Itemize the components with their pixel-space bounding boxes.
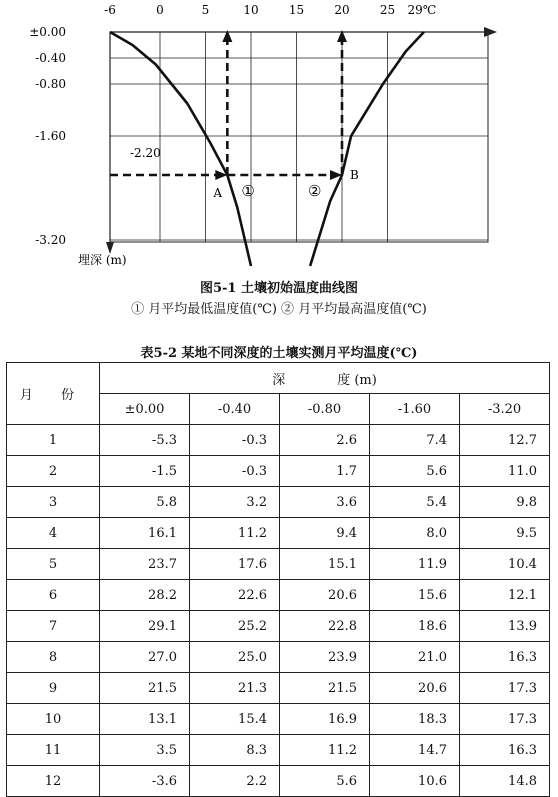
temperature-cell: 25.2 <box>190 611 280 642</box>
temperature-cell: 21.5 <box>100 673 190 704</box>
month-cell: 5 <box>7 549 100 580</box>
temperature-cell: 5.6 <box>280 766 370 797</box>
temperature-cell: 11.2 <box>280 735 370 766</box>
month-cell: 8 <box>7 642 100 673</box>
table-row <box>7 580 550 611</box>
temperature-cell: -0.3 <box>190 425 280 456</box>
temperature-cell: 21.0 <box>370 642 460 673</box>
temperature-cell: 5.6 <box>370 456 460 487</box>
table-title: 表5-2 某地不同深度的土壤实测月平均温度(℃) <box>140 346 418 361</box>
chart-tick-labels <box>29 3 436 247</box>
temperature-cell: 20.6 <box>280 580 370 611</box>
temperature-cell: -3.6 <box>100 766 190 797</box>
temperature-cell: 23.7 <box>100 549 190 580</box>
figure-legend: ① 月平均最低温度值(℃) ② 月平均最高温度值(℃) <box>131 302 427 317</box>
month-cell: 12 <box>7 766 100 797</box>
temperature-cell: 16.9 <box>280 704 370 735</box>
depth-col-header: ±0.00 <box>100 394 190 425</box>
month-cell: 1 <box>7 425 100 456</box>
temperature-cell: 13.1 <box>100 704 190 735</box>
soil-temperature-chart <box>0 0 558 280</box>
temperature-cell: 2.6 <box>280 425 370 456</box>
chart-grid <box>106 27 497 254</box>
depth-col-header: -0.80 <box>280 394 370 425</box>
chart-guide-lines <box>110 30 359 200</box>
temperature-cell: 11.2 <box>190 518 280 549</box>
temperature-tick-label: 5 <box>201 3 210 17</box>
temperature-cell: 21.5 <box>280 673 370 704</box>
temperature-tick-label: 0 <box>156 3 164 17</box>
depth-tick-label: -0.40 <box>35 51 66 65</box>
depth-col-header: -3.20 <box>460 394 550 425</box>
temperature-cell: 18.6 <box>370 611 460 642</box>
temperature-axis-arrowhead <box>484 27 497 37</box>
temperature-cell: -5.3 <box>100 425 190 456</box>
depth-col-header: -0.40 <box>190 394 280 425</box>
temperature-tick-label: 25 <box>379 3 396 17</box>
temperature-cell: 22.6 <box>190 580 280 611</box>
table-row <box>7 704 550 735</box>
month-cell: 9 <box>7 673 100 704</box>
temperature-cell: 28.2 <box>100 580 190 611</box>
temperature-cell: 25.0 <box>190 642 280 673</box>
temperature-cell: 3.5 <box>100 735 190 766</box>
table-row <box>7 487 550 518</box>
temperature-cell: 5.8 <box>100 487 190 518</box>
temperature-cell: 3.6 <box>280 487 370 518</box>
curve-1-marker: ① <box>241 182 255 200</box>
month-cell: 3 <box>7 487 100 518</box>
temperature-cell: 14.7 <box>370 735 460 766</box>
temperature-cell: 8.3 <box>190 735 280 766</box>
temperature-cell: 11.9 <box>370 549 460 580</box>
month-header: 月 份 <box>7 363 100 425</box>
temperature-tick-label: 15 <box>288 3 305 17</box>
depth-tick-label: ±0.00 <box>29 25 66 39</box>
temperature-cell: 5.4 <box>370 487 460 518</box>
month-cell: 10 <box>7 704 100 735</box>
y-axis-label: 埋深 (m) <box>78 253 127 267</box>
point-b-label: B <box>350 168 359 182</box>
figure-title: 图5-1 土壤初始温度曲线图 <box>199 281 358 296</box>
temperature-cell: 23.9 <box>280 642 370 673</box>
temperature-cell: 12.1 <box>460 580 550 611</box>
soil-temperature-table <box>6 362 550 797</box>
depth-tick-label: -0.80 <box>35 77 66 91</box>
table-row <box>7 766 550 797</box>
temperature-cell: 12.7 <box>460 425 550 456</box>
depth-tick-label: -2.20 <box>130 146 161 160</box>
depth-tick-label: -3.20 <box>35 233 66 247</box>
point-a-label: A <box>213 186 223 200</box>
temperature-cell: -1.5 <box>100 456 190 487</box>
temperature-cell: 10.6 <box>370 766 460 797</box>
month-cell: 7 <box>7 611 100 642</box>
temperature-cell: 3.2 <box>190 487 280 518</box>
temperature-cell: 14.8 <box>460 766 550 797</box>
temperature-cell: 16.3 <box>460 735 550 766</box>
temperature-cell: 17.3 <box>460 673 550 704</box>
temperature-cell: 21.3 <box>190 673 280 704</box>
temperature-cell: 15.6 <box>370 580 460 611</box>
table-body <box>7 425 550 797</box>
table-row <box>7 611 550 642</box>
temperature-cell: 2.2 <box>190 766 280 797</box>
temperature-cell: 18.3 <box>370 704 460 735</box>
table-row <box>7 518 550 549</box>
depth-tick-label: -1.60 <box>35 129 66 143</box>
month-cell: 2 <box>7 456 100 487</box>
temperature-cell: 17.6 <box>190 549 280 580</box>
temperature-tick-label: -6 <box>104 3 116 17</box>
temperature-tick-label: 10 <box>243 3 259 17</box>
depth-header: 深 度 (m) <box>100 363 550 394</box>
temperature-cell: 13.9 <box>460 611 550 642</box>
temperature-cell: 9.5 <box>460 518 550 549</box>
temperature-tick-label: 20 <box>334 3 350 17</box>
temperature-cell: 8.0 <box>370 518 460 549</box>
temperature-cell: 10.4 <box>460 549 550 580</box>
temperature-cell: 9.4 <box>280 518 370 549</box>
temperature-tick-label: 29℃ <box>407 3 437 17</box>
temperature-cell: 17.3 <box>460 704 550 735</box>
temperature-cell: 27.0 <box>100 642 190 673</box>
temperature-cell: 1.7 <box>280 456 370 487</box>
temperature-cell: 29.1 <box>100 611 190 642</box>
month-cell: 4 <box>7 518 100 549</box>
month-cell: 11 <box>7 735 100 766</box>
curve-2-marker: ② <box>308 182 322 200</box>
table-row <box>7 642 550 673</box>
temperature-cell: 11.0 <box>460 456 550 487</box>
temperature-cell: 7.4 <box>370 425 460 456</box>
temperature-cell: 16.1 <box>100 518 190 549</box>
plot-frame <box>110 32 488 242</box>
temperature-cell: 16.3 <box>460 642 550 673</box>
temperature-cell: 15.1 <box>280 549 370 580</box>
temperature-cell: -0.3 <box>190 456 280 487</box>
temperature-cell: 15.4 <box>190 704 280 735</box>
temperature-cell: 9.8 <box>460 487 550 518</box>
max-temperature-curve <box>310 32 424 266</box>
table-row <box>7 673 550 704</box>
table-row <box>7 735 550 766</box>
month-cell: 6 <box>7 580 100 611</box>
table-row <box>7 425 550 456</box>
temperature-cell: 20.6 <box>370 673 460 704</box>
table-row <box>7 456 550 487</box>
temperature-cell: 22.8 <box>280 611 370 642</box>
depth-col-header: -1.60 <box>370 394 460 425</box>
table-row <box>7 549 550 580</box>
